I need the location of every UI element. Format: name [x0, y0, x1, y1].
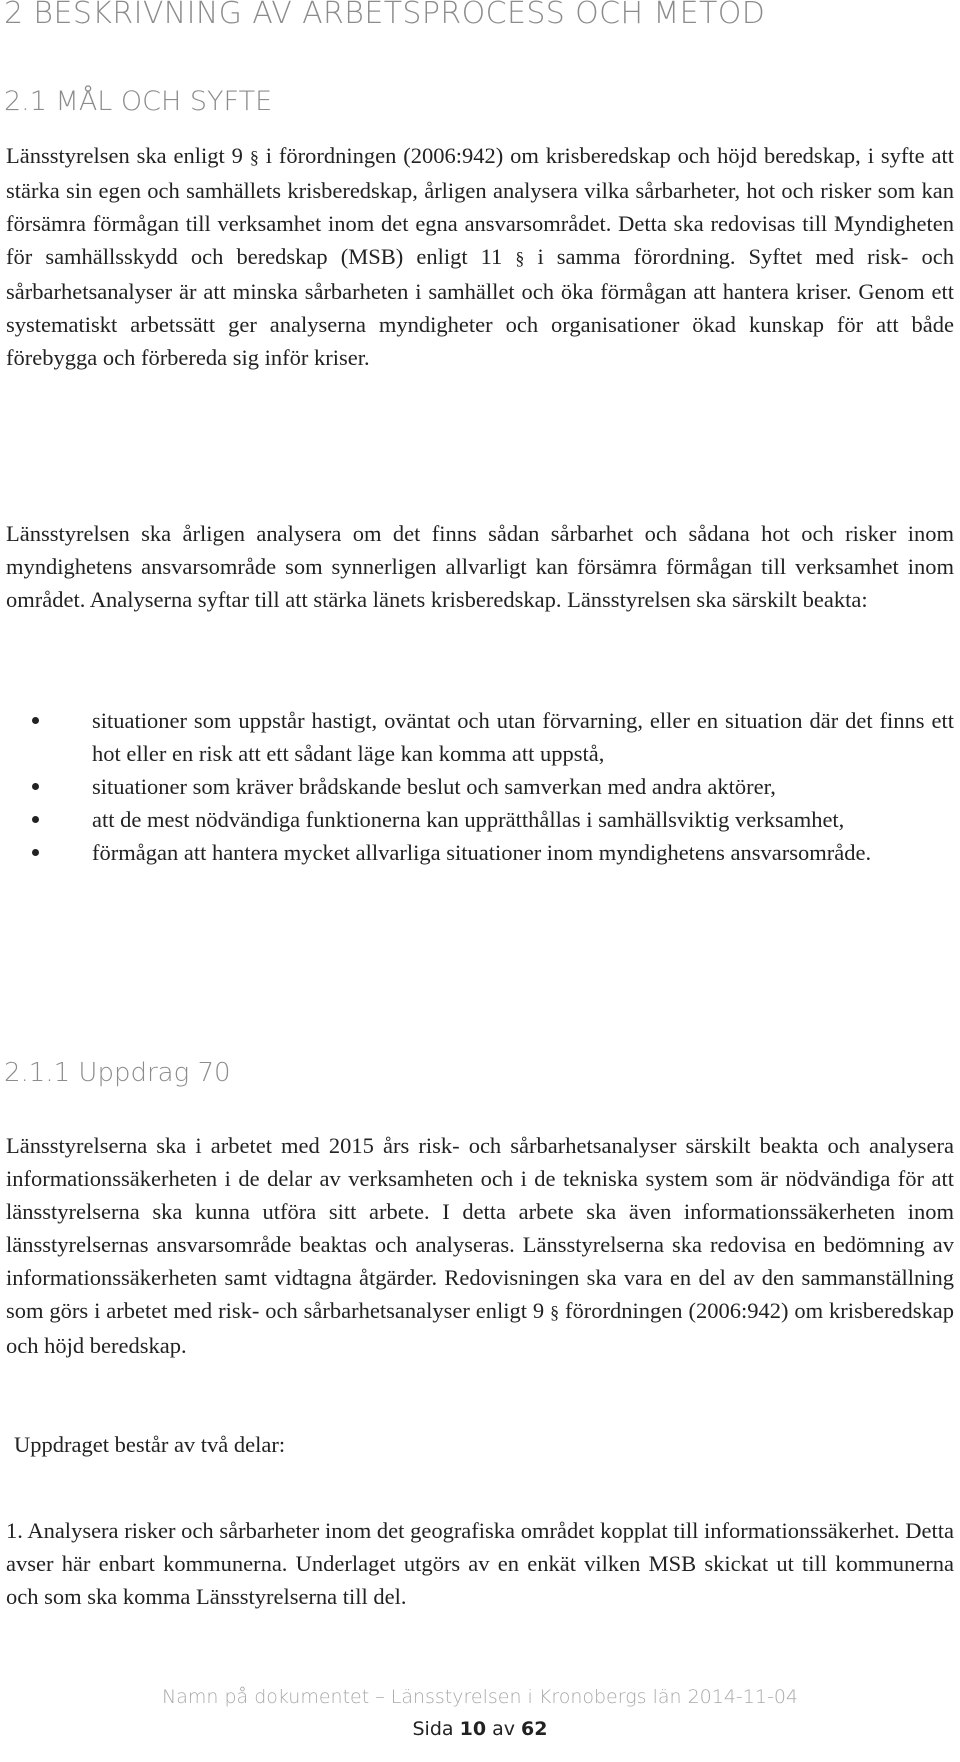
chapter-heading: 2 BESKRIVNING AV ARBETSPROCESS OCH METOD: [4, 0, 766, 31]
list-item-text: att de mest nödvändiga funktionerna kan upprätthållas i samhällsviktig verksamhet,: [92, 807, 845, 832]
text-run: i förordningen (2006:942) om krisberedskap och höjd beredskap, i syfte att stärka sin egen och samhällets krisberedskap, årligen analysera vilka sårbarheter, hot och risker som kan försämra förmågan till verksamhet inom det egna ansvarsområdet. Detta ska redovisas till Myndigheten för samhällsskydd och beredskap (MSB) enligt 11: [6, 143, 954, 269]
list-item: [32, 803, 954, 836]
paragraph-assignment: [6, 1129, 954, 1362]
list-item: [32, 704, 954, 770]
bullet-icon: [32, 849, 39, 856]
list-item-text: situationer som uppstår hastigt, oväntat och utan förvarning, eller en situation där det finns ett hot eller en risk att ett sådant läge kan komma att uppstå,: [92, 708, 954, 766]
subsection-heading: 2.1.1 Uppdrag 70: [4, 1058, 231, 1088]
bullet-icon: [32, 816, 39, 823]
paragraph-parts-intro: Uppdraget består av två delar:: [14, 1432, 286, 1457]
section-sign: §: [249, 147, 259, 167]
section-sign: §: [515, 248, 525, 268]
bullet-icon: [32, 717, 39, 724]
text-run: förordningen (2006:942) om krisberedskap och höjd beredskap.: [6, 1298, 954, 1358]
page-mid: av: [492, 1718, 515, 1740]
section-sign: §: [550, 1302, 560, 1322]
text-run: Länsstyrelsen ska enligt 9: [6, 143, 250, 168]
list-item-text: situationer som kräver brådskande beslut och samverkan med andra aktörer,: [92, 774, 776, 799]
footer-document-name: Namn på dokumentet – Länsstyrelsen i Kronobergs län 2014-11-04: [162, 1686, 798, 1708]
current-page: 10: [459, 1718, 487, 1740]
list-item: [32, 836, 954, 869]
text-run: Länsstyrelserna ska i arbetet med 2015 års risk- och sårbarhetsanalyser särskilt beakta och analysera informationssäkerheten i de delar av verksamheten och i de tekniska system som är nödvändiga för att länsstyrelserna ska kunna utföra sitt arbete. I detta arbete ska även informationssäkerheten inom länsstyrelsernas ansvarsområde beaktas och analyseras. Länsstyrelserna ska redovisa en bedömning av informationssäkerheten samt vidtagna åtgärder. Redovisningen ska vara en del av den sammanställning som görs i arbetet med risk- och sårbarhetsanalyser enligt 9: [6, 1133, 954, 1323]
bullet-icon: [32, 783, 39, 790]
paragraph-part-one: 1. Analysera risker och sårbarheter inom det geografiska området kopplat till informationssäkerhet. Detta avser här enbart kommunerna. Underlaget utgörs av en enkät vilken MSB skickat ut till kommunerna och som ska komma Länsstyrelserna till del.: [6, 1518, 954, 1609]
section-heading: 2.1 MÅL OCH SYFTE: [4, 86, 273, 117]
text-run: i samma förordning. Syftet med risk- och sårbarhetsanalyser är att minska sårbarheten i samhället och öka förmågan att hantera kriser. Genom ett systematiskt arbetssätt ger analyserna myndigheter och organisationer ökad kunskap för att både förebygga och förbereda sig inför kriser.: [6, 244, 954, 370]
paragraph-annual-analysis: Länsstyrelsen ska årligen analysera om det finns sådan sårbarhet och sådana hot och risker inom myndighetens ansvarsområde som synnerligen allvarligt kan försämra förmågan till verksamhet inom området. Analyserna syftar till att stärka länets krisberedskap. Länsstyrelsen ska särskilt beakta:: [6, 521, 954, 612]
paragraph-purpose: [6, 139, 954, 374]
list-item-text: förmågan att hantera mycket allvarliga situationer inom myndighetens ansvarsområde.: [92, 840, 872, 865]
list-item: [32, 770, 954, 803]
total-pages: 62: [521, 1718, 548, 1740]
bullet-list: [32, 704, 954, 869]
page-number: [0, 1718, 960, 1740]
page-prefix: Sida: [412, 1718, 454, 1740]
